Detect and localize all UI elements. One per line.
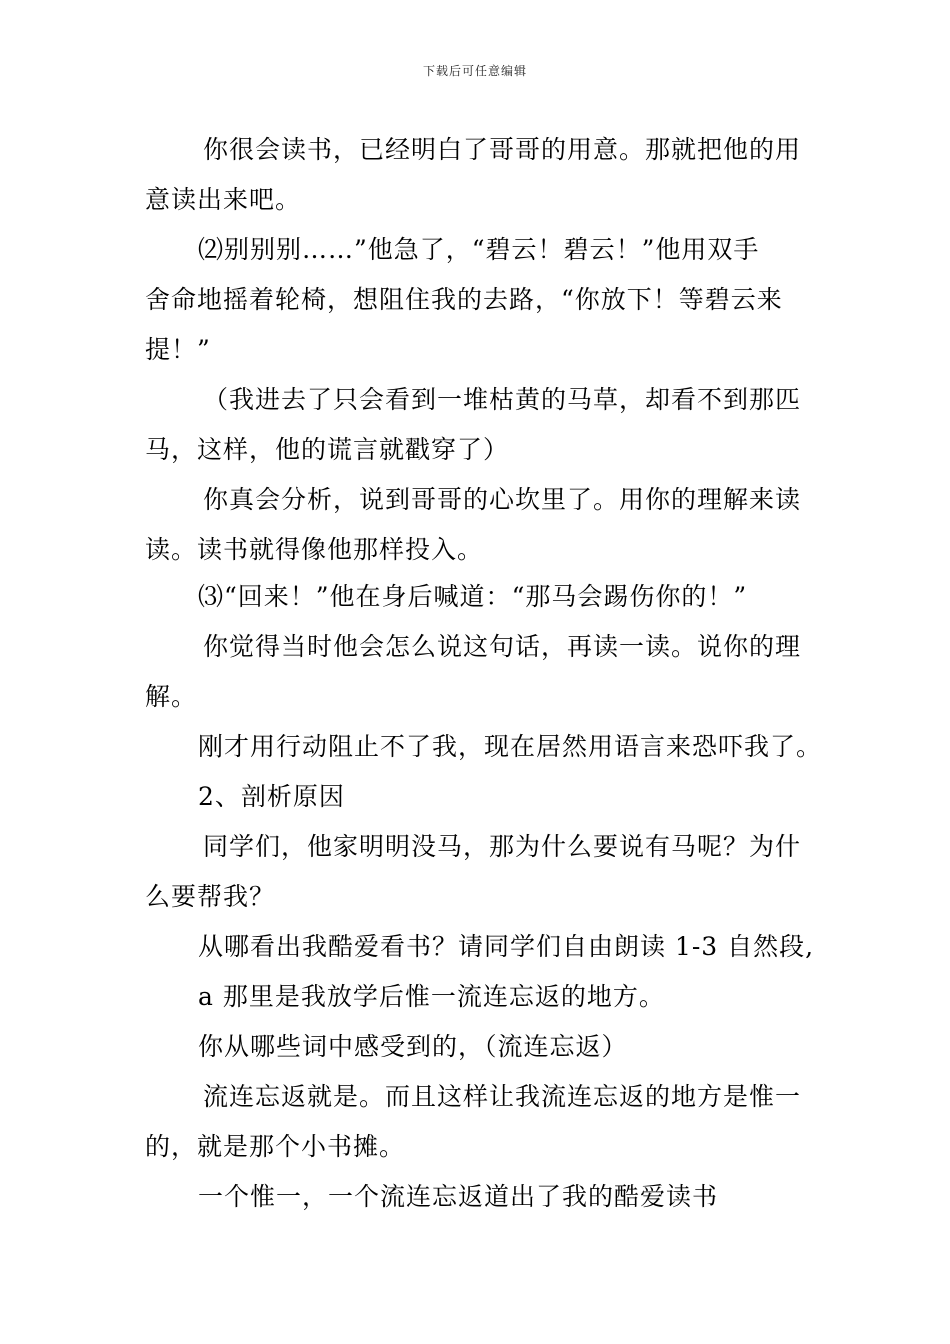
paragraph-line: 你从哪些词中感受到的，（流连忘返） xyxy=(198,1032,628,1061)
paragraph-line: 提！” xyxy=(145,335,211,364)
paragraph-line: a 那里是我放学后惟一流连忘返的地方。 xyxy=(198,982,665,1011)
paragraph-line: ⑵别别别……”他急了，“碧云！碧云！”他用双手 xyxy=(198,235,760,264)
paragraph-line: 解。 xyxy=(145,682,198,711)
paragraph-line: 一个惟一，一个流连忘返道出了我的酷爱读书 xyxy=(198,1182,719,1211)
paragraph-line: 你觉得当时他会怎么说这句话，再读一读。说你的理 xyxy=(203,632,802,661)
paragraph-line: 意读出来吧。 xyxy=(145,185,302,214)
paragraph-line: 你真会分析，说到哥哥的心坎里了。用你的理解来读 xyxy=(203,485,802,514)
paragraph-line: 流连忘返就是。而且这样让我流连忘返的地方是惟一 xyxy=(203,1082,802,1111)
page-header: 下载后可任意编辑 xyxy=(422,64,527,78)
paragraph-line: 么要帮我？ xyxy=(145,882,276,911)
paragraph-line: ⑶“回来！”他在身后喊道：“那马会踢伤你的！” xyxy=(198,582,748,611)
paragraph-line: 2、剖析原因 xyxy=(198,782,345,811)
paragraph-line: 刚才用行动阻止不了我，现在居然用语言来恐吓我了。 xyxy=(198,732,823,761)
paragraph-line: （我进去了只会看到一堆枯黄的马草，却看不到那匹 xyxy=(203,385,802,414)
paragraph-line: 舍命地摇着轮椅，想阻住我的去路，“你放下！等碧云来 xyxy=(145,285,783,314)
paragraph-line: 同学们，他家明明没马，那为什么要说有马呢？为什 xyxy=(203,832,802,861)
paragraph-line: 你很会读书，已经明白了哥哥的用意。那就把他的用 xyxy=(203,135,802,164)
paragraph-line: 的，就是那个小书摊。 xyxy=(145,1132,406,1161)
paragraph-line: 从哪看出我酷爱看书？请同学们自由朗读 1-3 自然段, xyxy=(198,932,815,961)
paragraph-line: 马，这样，他的谎言就戳穿了） xyxy=(145,435,510,464)
paragraph-line: 读。读书就得像他那样投入。 xyxy=(145,535,484,564)
